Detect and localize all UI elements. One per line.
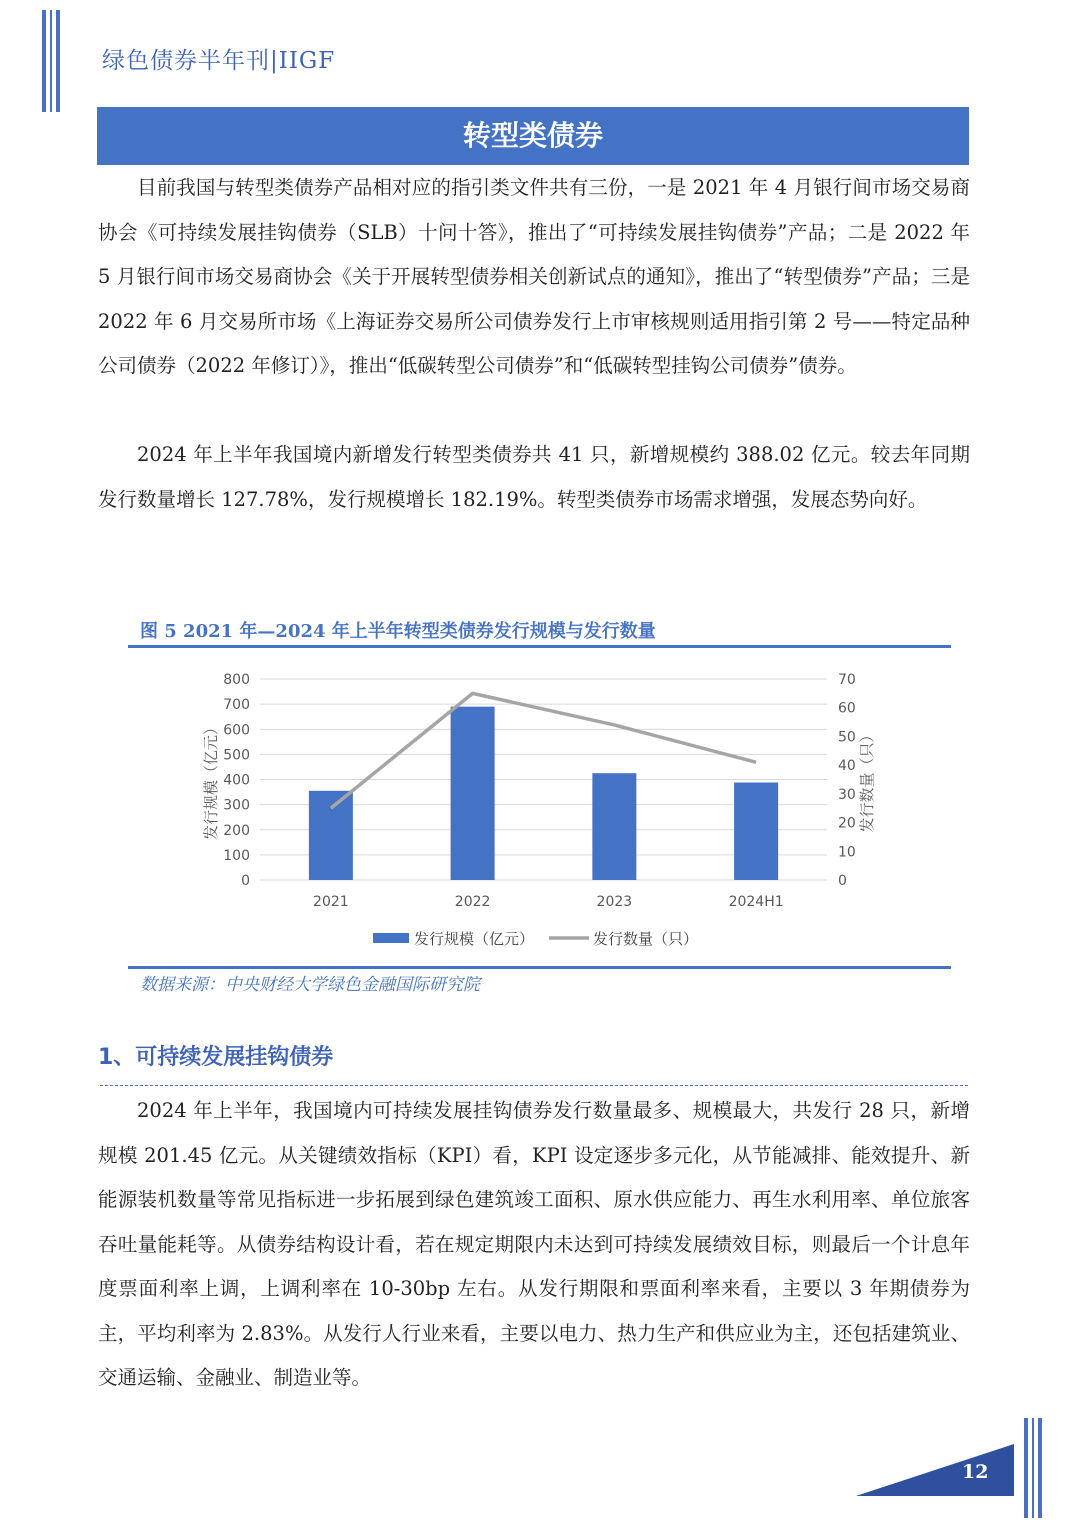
y-tick-right: 20: [838, 815, 856, 832]
slb-paragraph: 2024 年上半年，我国境内可持续发展挂钩债券发行数量最多、规模最大，共发行 28 只，新增规模 201.45 亿元。从关键绩效指标（KPI）看，KPI 设定逐步多元化，从节能减排、能效提升、新能源装机数量等常见指标进一步拓展到绿色建筑竣工面积、原水供应能力、再生水利用率、单位旅客吞吐量能耗等。从债券结构设计看，若在规定期限内未达到可持续发展绩效目标，则最后一个计息年度票面利率上调，上调利率在 10-30bp 左右。从发行期限和票面利率来看，主要以 3 年期债券为主，平均利率为 2.83%。从发行人行业来看，主要以电力、热力生产和供应业为主，还包括建筑业、交通运输、金融业、制造业等。: [98, 1099, 970, 1389]
y-tick-left: 200: [223, 822, 250, 839]
bar: [451, 707, 495, 880]
header-decor-bar-2: [50, 10, 52, 112]
section-banner: 转型类债券: [97, 107, 969, 165]
issuance-chart: [0, 650, 1080, 980]
legend-bar-swatch: [373, 933, 409, 943]
y-tick-right: 0: [838, 873, 847, 889]
section-heading: 1、可持续发展挂钩债券: [98, 1045, 334, 1070]
y-tick-right: 30: [838, 786, 856, 803]
y-tick-left: 300: [223, 797, 250, 814]
y-tick-left: 0: [241, 873, 250, 889]
section-divider: [100, 1085, 968, 1086]
chart-line: [331, 693, 756, 808]
publication-title: 绿色债券半年刊|IIGF: [102, 48, 336, 74]
x-tick: 2023: [596, 894, 633, 910]
footer-triangle: [852, 1442, 1022, 1502]
bar: [309, 791, 353, 880]
y-tick-left: 500: [223, 747, 250, 764]
bar: [734, 783, 778, 880]
figure-title: 图 5 2021 年—2024 年上半年转型类债券发行规模与发行数量: [140, 621, 656, 642]
y-tick-left: 600: [223, 722, 250, 739]
y-tick-left: 800: [223, 672, 250, 688]
x-tick: 2022: [454, 894, 491, 910]
figure-top-rule: [128, 645, 951, 648]
data-source: 数据来源：中央财经大学绿色金融国际研究院: [140, 975, 480, 995]
chart-legend: [373, 930, 698, 948]
legend-line-label: 发行数量（只）: [593, 930, 699, 948]
x-tick: 2021: [313, 894, 349, 910]
intro-paragraph: 目前我国与转型类债券产品相对应的指引类文件共有三份，一是 2021 年 4 月银行间市场交易商协会《可持续发展挂钩债券（SLB）十问十答》，推出了“可持续发展挂钩债券”产品；二是 2022 年 5 月银行间市场交易商协会《关于开展转型债券相关创新试点的通知》，推出了“转型债券”产品；三是 2022 年 6 月交易所市场《上海证券交易所公司债券发行上市审核规则适用指引第 2 号——特定品种公司债券（2022 年修订）》，推出“低碳转型公司债券”和“低碳转型挂钩公司债券”债券。: [98, 176, 970, 377]
y-tick-right: 60: [838, 700, 856, 717]
header-decor-bar-1: [42, 10, 46, 112]
y-tick-right: 40: [838, 758, 856, 775]
bar: [592, 773, 636, 880]
y-axis-label-left: 发行规模（亿元）: [202, 719, 220, 841]
y-tick-right: 50: [838, 729, 856, 746]
legend-bar-label: 发行规模（亿元）: [414, 930, 535, 948]
series-line: [331, 693, 756, 808]
stats-paragraph: 2024 年上半年我国境内新增发行转型类债券共 41 只，新增规模约 388.02 亿元。较去年同期发行数量增长 127.78%，发行规模增长 182.19%。转型类债券市场需求增强，发展态势向好。: [98, 443, 970, 511]
y-tick-left: 700: [223, 697, 250, 714]
y-axis-label-right: 发行数量（只）: [858, 727, 876, 833]
y-tick-right: 10: [838, 844, 856, 861]
footer-decor-bar-1: [1024, 1418, 1028, 1518]
y-tick-left: 400: [223, 772, 250, 789]
page-number: 12: [962, 1461, 989, 1483]
footer-decor-bar-3: [1038, 1418, 1042, 1518]
y-tick-left: 100: [223, 847, 250, 864]
footer-decor-bar-2: [1032, 1418, 1034, 1518]
x-tick: 2024H1: [728, 894, 784, 910]
chart-bars: [309, 707, 778, 880]
figure-bottom-rule: [128, 966, 951, 969]
y-tick-right: 70: [838, 672, 856, 688]
header-decor-bar-3: [56, 10, 60, 112]
